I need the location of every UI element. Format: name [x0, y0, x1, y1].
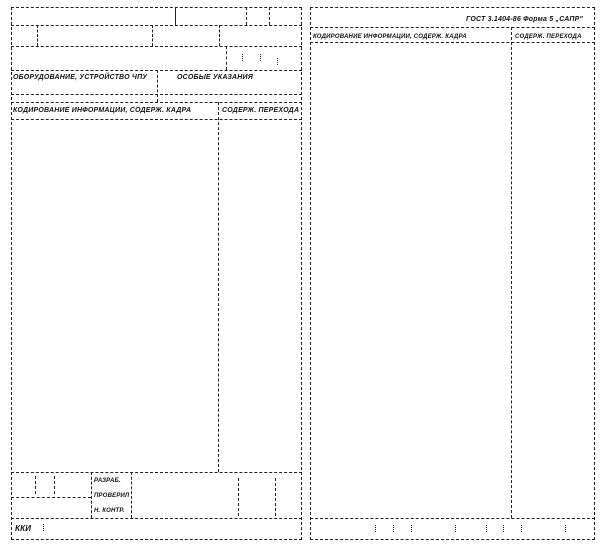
left-header-divider	[226, 46, 227, 70]
right-footer-tick	[521, 525, 522, 532]
right-footer-tick	[455, 525, 456, 532]
left-column-header-line	[11, 119, 302, 120]
left-header-divider	[246, 7, 247, 25]
left-header-row-line	[11, 102, 302, 103]
signature-developed: РАЗРАБ.	[94, 478, 121, 484]
right-transition-header: СОДЕРЖ. ПЕРЕХОДА	[515, 34, 582, 40]
right-column-header-line	[310, 42, 595, 43]
left-signature-divider	[35, 476, 36, 494]
left-header-divider	[269, 7, 270, 25]
left-bottom-block-line	[11, 472, 302, 473]
left-footer-line	[11, 518, 302, 519]
right-form-panel	[310, 7, 595, 540]
right-footer-tick	[503, 525, 504, 532]
right-footer-line	[310, 518, 595, 519]
left-header-tick	[242, 54, 243, 61]
footer-kki-label: ККИ	[15, 524, 32, 533]
left-signature-divider	[11, 497, 91, 498]
left-transition-header: СОДЕРЖ. ПЕРЕХОДА	[222, 107, 300, 114]
equipment-label: ОБОРУДОВАНИЕ, УСТРОЙСТВО ЧПУ	[13, 74, 148, 81]
left-header-row-line	[11, 25, 302, 26]
standard-label: ГОСТ 3.1404-86 Форма 5 „САПР"	[466, 16, 583, 23]
right-footer-tick	[375, 525, 376, 532]
left-signature-divider	[131, 472, 132, 518]
right-coding-header: КОДИРОВАНИЕ ИНФОРМАЦИИ, СОДЕРЖ. КАДРА	[313, 34, 467, 40]
left-header-divider	[157, 70, 158, 102]
left-coding-header: КОДИРОВАНИЕ ИНФОРМАЦИИ, СОДЕРЖ. КАДРА	[13, 107, 192, 114]
left-column-divider	[218, 102, 219, 472]
left-signature-divider	[54, 476, 55, 494]
left-header-row-line	[11, 46, 302, 47]
left-header-divider	[175, 7, 176, 25]
special-instructions-label: ОСОБЫЕ УКАЗАНИЯ	[177, 74, 254, 81]
right-footer-tick	[411, 525, 412, 532]
right-header-line	[310, 27, 595, 28]
right-footer-tick	[486, 525, 487, 532]
left-header-divider	[219, 25, 220, 46]
left-header-tick	[260, 54, 261, 61]
left-signature-divider	[275, 478, 276, 516]
left-signature-divider	[238, 478, 239, 516]
left-header-tick	[277, 58, 278, 65]
left-footer-tick	[43, 524, 44, 531]
signature-checked: ПРОВЕРИЛ	[94, 493, 130, 499]
left-signature-divider	[91, 472, 92, 518]
left-header-divider	[152, 25, 153, 46]
right-footer-tick	[565, 525, 566, 532]
left-header-divider	[37, 25, 38, 46]
signature-norm-control: Н. КОНТР.	[94, 508, 125, 514]
right-column-divider	[511, 27, 512, 518]
right-footer-tick	[393, 525, 394, 532]
